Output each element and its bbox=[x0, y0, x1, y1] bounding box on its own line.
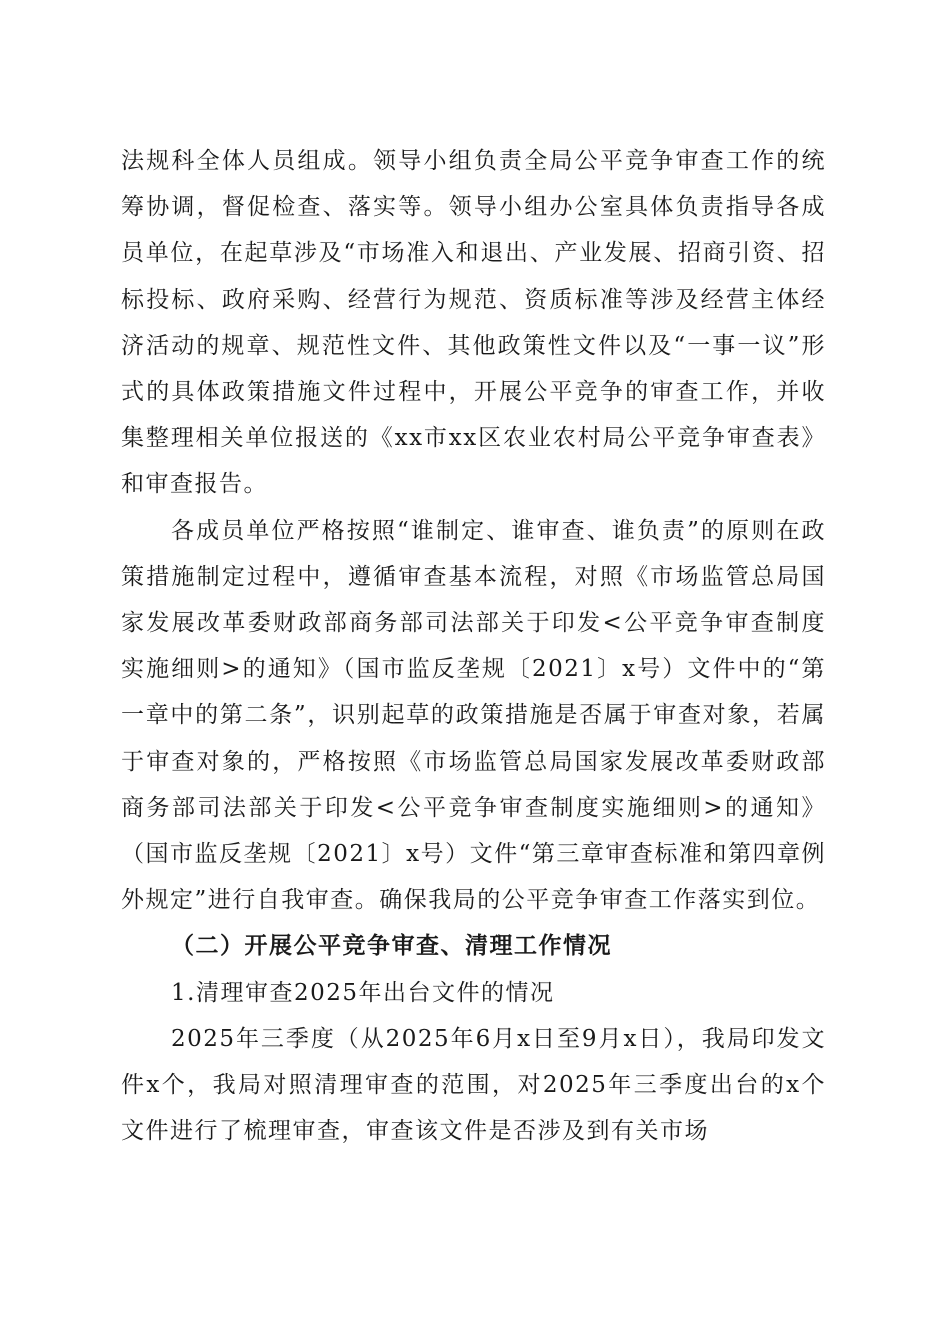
body-paragraph-2: 各成员单位严格按照“谁制定、谁审查、谁负责”的原则在政策措施制定过程中，遵循审查基本流程，对照《市场监管总局国家发展改革委财政部商务部司法部关于印发<公平竞争审查制度实施细则>的通知》（国市监反垄规〔2021〕x号）文件中的“第一章中的第二条”，识别起草的政策措施是否属于审查对象，若属于审查对象的，严格按照《市场监管总局国家发展改革委财政部商务部司法部关于印发<公平竞争审查制度实施细则>的通知》（国市监反垄规〔2021〕x号）文件“第三章审查标准和第四章例外规定”进行自我审查。确保我局的公平竞争审查工作落实到位。 bbox=[121, 517, 826, 914]
section-heading: （二）开展公平竞争审查、清理工作情况 bbox=[171, 932, 612, 960]
body-paragraph-3: 2025年三季度（从2025年6月x日至9月x日），我局印发文件x个，我局对照清理审查的范围，对2025年三季度出台的x个文件进行了梳理审查，审查该文件是否涉及到有关市场 bbox=[121, 1025, 826, 1145]
body-paragraph-1: 法规科全体人员组成。领导小组负责全局公平竞争审查工作的统筹协调，督促检查、落实等。领导小组办公室具体负责指导各成员单位，在起草涉及“市场准入和退出、产业发展、招商引资、招标投标、政府采购、经营行为规范、资质标准等涉及经营主体经济活动的规章、规范性文件、其他政策性文件以及“一事一议”形式的具体政策措施文件过程中，开展公平竞争的审查工作，并收集整理相关单位报送的《xx市xx区农业农村局公平竞争审查表》和审查报告。 bbox=[121, 148, 826, 498]
document-page bbox=[121, 138, 826, 1154]
subsection-heading: 1.清理审查2025年出台文件的情况 bbox=[171, 979, 555, 1006]
